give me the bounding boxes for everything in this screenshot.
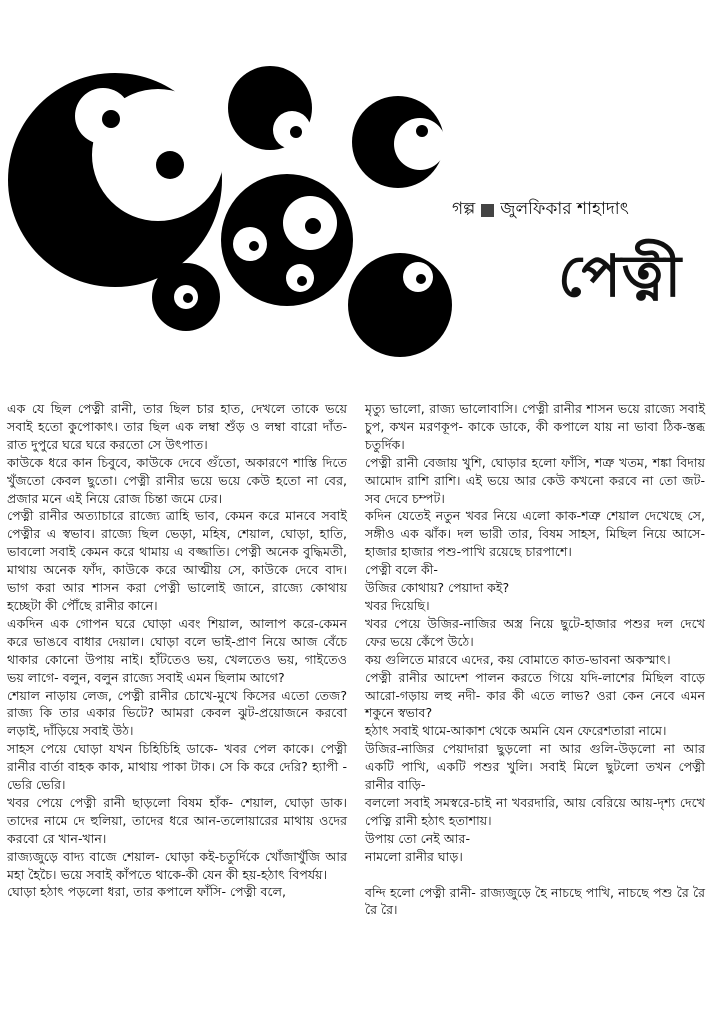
paragraph: এক যে ছিল পেত্নী রানী, তার ছিল চার হাত, দেখলে তাকে ভয়ে সবাই হতো কুপোকাৎ। তার ছিল এক লম্বা শুঁড় ও লম্বা বারো দাঁত-রাত দুপুরে ঘরে ঘরে করতো সে উৎপাত। — [7, 401, 347, 452]
byline — [452, 196, 629, 224]
paragraph: খবর পেয়ে উজির-নাজির অস্ত্র নিয়ে ছুটে-হাজার পশুর দল দেখে ফের ভয়ে কেঁপে উঠে। — [365, 615, 705, 649]
right-text-column — [365, 400, 705, 919]
story-title: পেত্নী — [558, 242, 683, 310]
top-middle-eye — [228, 66, 312, 150]
paragraph: উজির-নাজির পেয়াদারা ছুড়লো না আর গুলি-উড়লো না আর একটি পাখি, একটি পশুর খুলি। সবাই মিলে ছুটলো তখন পেত্নী রানীর বাড়ি- — [365, 741, 705, 793]
paragraph: শেয়াল নাড়ায় লেজ, পেত্নী রানীর চোখে-মুখে কিসের এতো তেজ? রাজ্য কি তার একার ভিটে? আমরা কেবল ঝুট-প্রয়োজনে করবো লড়াই, দাঁড়িয়ে সবাই উঠ। — [7, 687, 347, 739]
paragraph: উজির কোথায়? পেয়াদা কই? — [365, 580, 510, 596]
paragraph: একদিন এক গোপন ঘরে ঘোড়া এবং শিয়াল, আলাপ করে-কেমন করে ভাঙবে বাধার দেয়াল। ঘোড়া বলে ভাই-প্রাণ নিয়ে আজ বেঁচে থাকার কোনো উপায় নাই। হাঁটতেও ভয়, খেলতেও ভয়, গাইতেও ভয় লাগে- বলুন, বলুন রাজ্যে সবাই এমন ছিলাম আগে? — [7, 615, 347, 685]
left-text-column — [7, 400, 347, 901]
paragraph: কয় গুলিতে মারবে এদের, কয় বোমাতে কাত-ভাবনা অকস্মাৎ। — [365, 651, 671, 667]
paragraph: নামলো রানীর ঘাড়। — [365, 848, 463, 864]
eyeballs-artwork — [0, 0, 717, 390]
big-left-eye — [8, 73, 224, 287]
paragraph: মৃত্যু ভালো, রাজ্য ভালোবাসি। পেত্নী রানীর শাসন ভয়ে রাজ্যে সবাই চুপ, কখন মরণকূপ- কাকে ডাকে, কী কপালে যায় না ভাবা ঠিক-স্তব্ধ চতুর্দিক। — [365, 401, 705, 452]
paragraph: পেত্নী রানীর অত্যাচারে রাজ্যে ত্রাহি ভাব, কেমন করে মানবে সবাই পেত্নীর এ স্বভাব। রাজ্যে ছিল ভেড়া, মহিষ, শেয়াল, ঘোড়া, হাতি, ভাবলো সবাই কেমন করে থামায় এ বজ্জাতি। পেত্নী অনেক বুদ্ধিমতী, মাথায় অনেক ফাঁদ, কাউকে করে আত্মীয় সে, কাউকে দেবে বাদ। ভাগ করা আর শাসন করা পেত্নী ভালোই জানে, রাজ্যে কোথায় হচ্ছেটা কী পৌঁছে রানীর কানে। — [7, 508, 347, 613]
paragraph: পেত্নী রানীর আদেশ পালন করতে গিয়ে যদি-লাশের মিছিল বাড়ে আরো-গড়ায় লহু নদী- কার কী এতে লাভ? ওরা কেন নেবে এমন শকুনে স্বভাব? — [365, 669, 705, 721]
genre-label: গল্প — [452, 199, 476, 219]
paragraph: উপায় তো নেই আর- — [365, 830, 470, 846]
paragraph: সাহস পেয়ে ঘোড়া যখন চিহিচিহি ডাকে- খবর পেল কাকে। পেত্নী রানীর বার্তা বাহক কাক, মাথায় পাকা টাক। সে কি করে দেরি? হ্যাপী - ভেরি ভেরি। — [7, 741, 347, 793]
stanza-break — [365, 866, 705, 884]
paragraph: বললো সবাই সমস্বরে-চাই না খবরদারি, আয় বেরিয়ে আয়-দৃশ্য দেখে পেত্নি রানী হঠাৎ হতাশায়। — [365, 794, 705, 828]
top-right-eye — [352, 96, 446, 188]
small-bottom-eye — [152, 263, 220, 331]
paragraph: রাজ্যজুড়ে বাদ্য বাজে শেয়াল- ঘোড়া কই-চতুর্দিকে খোঁজাখুঁজি আর মহা হৈচৈ। ভয়ে সবাই কাঁপতে থাকে-কী যেন কী হয়-হঠাৎ বিপর্যয়। — [7, 848, 347, 882]
bottom-right-eye — [348, 253, 452, 357]
paragraph: পেত্নী রানী বেজায় খুশি, ঘোড়ার হলো ফাঁসি, শত্রু খতম, শঙ্কা বিদায় আমোদ রাশি রাশি। এই ভয়ে আর কেউ কখনো করবে না তো জট-সব দেবে চম্পট। — [365, 454, 705, 506]
paragraph: কদিন যেতেই নতুন খবর নিয়ে এলো কাক-শত্রু শেয়াল দেখেছে সে, সঙ্গীও এক ঝাঁক। দল ভারী তার, বিষম সাহস, মিছিল নিয়ে আসে-হাজার হাজার পশু-পাখি রয়েছে চারপাশে। — [365, 508, 705, 560]
paragraph: কাউকে ধরে কান চিবুবে, কাউকে দেবে গুঁতো, অকারণে শাস্তি দিতে খুঁজতো কেবল ছুতো। পেত্নী রানীর ভয়ে ভয়ে কেউ হতো না বের, প্রজার মনে এই নিয়ে রোজ চিন্তা জমে ঢের। — [7, 454, 347, 506]
paragraph: খবর পেয়ে পেত্নী রানী ছাড়লো বিষম হাঁক- শেয়াল, ঘোড়া ডাক। তাদের নামে দে হুলিয়া, তাদের ধরে আন-তলোয়ারের মাথায় ওদের করবো রে খান-খান। — [7, 794, 347, 846]
paragraph: পেত্নী বলে কী- — [365, 562, 438, 578]
square-bullet-icon — [481, 204, 494, 217]
paragraph: বন্দি হলো পেত্নী রানী- রাজ্যজুড়ে হৈ নাচছে পাখি, নাচছে পশু রৈ রৈ রৈ রৈ। — [365, 884, 705, 918]
eyes-illustration — [0, 0, 717, 390]
paragraph: খবর দিয়েছি। — [365, 597, 430, 613]
author-name: জুলফিকার শাহাদাৎ — [500, 199, 629, 219]
paragraph: ঘোড়া হঠাৎ পড়লো ধরা, তার কপালে ফাঁসি- পেত্নী বলে, — [7, 884, 286, 900]
paragraph: হঠাৎ সবাই থামে-আকাশ থেকে অমনি যেন ফেরেশতারা নামে। — [365, 723, 667, 739]
center-eye — [221, 174, 353, 306]
